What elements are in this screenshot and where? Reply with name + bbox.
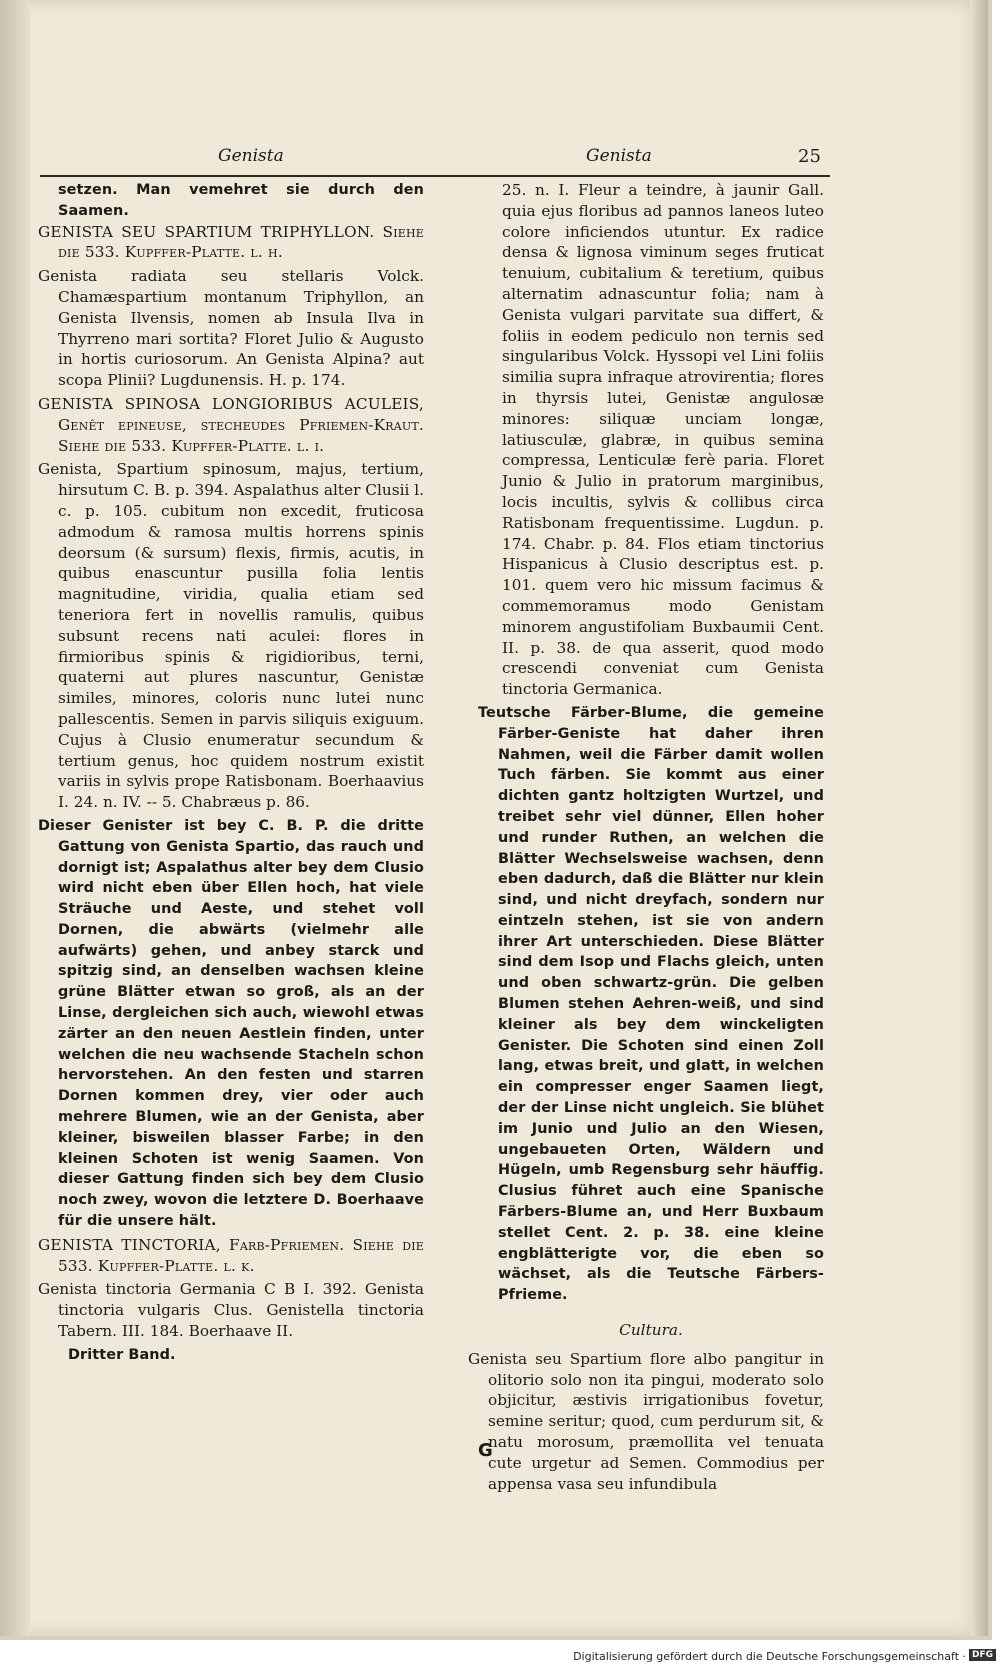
paragraph-latin-spinosa: Genista, Spartium spinosum, majus, tertium, hirsutum C. B. p. 394. Aspalathus alter Clusii l. c. p. 105. cubitum non excedit, fruticosa admodum & ramosa multis horrens spinis deorsum (& sursum) flexis, firmis, acutis, in quibus enascuntur pusilla folia lentis magnitudine, viridia, qualia etiam sed teneriora fert in novellis ramulis, quibus subsunt recens nati aculei: flores in firmioribus spinis & rigidioribus, terni, quaterni aut plures nascuntur, Genistæ similes, minores, coloris nunc lutei nunc pallescentis. Semen in parvis siliquis exiguum. Cujus à Clusio enumeratur secundum & tertium genus, hoc quidem nostrum existit variis in sylvis prope Ratisbonam. Boerhaavius I. 24. n. IV. -- 5. Chabræus p. 86. (38, 460, 424, 812)
footer-bar (0, 1646, 1000, 1668)
paragraph-cultura: Genista seu Spartium flore albo pangitur in olitorio solo non ita pingui, moderato solo objicitur, æstivis irrigationibus fovetur, semine seritur; quod, cum perdurum sit, & natu morosum, præmollita vel tenuata cute urgetur ad Semen. Commodius per appensa vasa seu infundibula (468, 1349, 824, 1493)
entry-heading-spinosa: GENISTA SPINOSA LONGIORIBUS ACULEIS, Genêt epineuse, stecheudes Pfriemen-Kraut. Siehe die 533. Kupffer-Platte. l. i. (38, 394, 424, 455)
volume-catchword: Dritter Band. (68, 1346, 176, 1363)
paragraph-german-tinctoria: Teutsche Färber-Blume, die gemeine Färber-Geniste hat daher ihren Nahmen, weil die Färber damit wollen Tuch färben. Sie kommt aus einer dichten gantz holtzigten Wurtzel, und treibet sehr viel dünner, Ellen hoher und runder Ruthen, an welchen die Blätter Wechselsweise wachsen, denn eben dadurch, daß die Blätter nur klein sind, und nicht dreyfach, sondern nur eintzeln stehen, ist sie von andern ihrer Art unterschieden. Diese Blätter sind dem Isop und Flachs gleich, unten und oben schwartz-grün. Die gelben Blumen stehen Aehren-weiß, und sind kleiner als bey dem winckeligten Genister. Die Schoten sind einen Zoll lang, etwas breit, und glatt, in welchen ein compresser enger Saamen liegt, der der Linse nicht ungleich. Sie blühet im Junio und Julio an den Wiesen, ungebaueten Orten, Wäldern und Hügeln, umb Regensburg sehr häuffig. Clusius führet auch eine Spanische Färbers-Blume an, und Herr Buxbaum stellet Cent. 2. p. 38. eine kleine engblätterigte vor, die eben so wächset, als die Teutsche Färbers-Pfrieme. (478, 704, 824, 1304)
running-head-right: Genista (586, 146, 652, 166)
paragraph-german-spinosa: Dieser Genister ist bey C. B. P. die dritte Gattung von Genista Spartio, das rauch und dornigt ist; Aspalathus alter bey dem Clusio wird nicht eben über Ellen hoch, hat viele Sträuche und Aeste, und stehet voll Dornen, die abwärts (vielmehr alle aufwärts) gehen, und anbey starck und spitzig sind, an denselben wachsen kleine grüne Blätter etwan so groß, als an der Linse, dergleichen sich auch, wiewohl etwas zärter an den neuen Aestlein finden, unter welchen die neu wachsende Stacheln schon hervorstehen. An den festen und starren Dornen kommen drey, vier oder auch mehrere Blumen, wie an der Genista, aber kleiner, bisweilen blasser Farbe; in den kleinen Schoten ist wenig Saamen. Von dieser Gattung finden sich bey dem Clusio noch zwey, wovon die letztere D. Boerhaave für die unsere hält. (38, 817, 424, 1230)
page-edge (970, 0, 988, 1636)
page-number: 25 (798, 146, 821, 167)
entry-heading-tinctoria: GENISTA TINCTORIA, Farb-Pfriemen. Siehe die 533. Kupffer-Platte. l. k. (38, 1235, 424, 1275)
paragraph-latin-triphyllon: Genista radiata seu stellaris Volck. Chamæspartium montanum Triphyllon, an Genista Ilvensis, nomen ab Insula Ilva in Thyrreno mari sortita? Floret Julio & Augusto in hortis curiosorum. An Genista Alpina? aut scopa Plinii? Lugdunensis. H. p. 174. (38, 267, 424, 390)
dfg-logo: DFG (969, 1649, 996, 1661)
footer-credit: Digitalisierung gefördert durch die Deutsche Forschungsgemeinschaft · (573, 1650, 966, 1663)
page-gutter (0, 0, 30, 1636)
paragraph-continuation: setzen. Man vemehret sie durch den Saamen. (58, 182, 424, 219)
header-rule (40, 175, 830, 177)
paragraph-latin-tinctoria: Genista tinctoria Germania C B I. 392. Genista tinctoria vulgaris Clus. Genistella tinctoria Tabern. III. 184. Boerhaave II. (38, 1280, 424, 1341)
right-column (468, 180, 824, 1497)
left-column (38, 180, 424, 1369)
running-head-left: Genista (218, 146, 284, 166)
paragraph-latin-tinctoria-cont: 25. n. I. Fleur a teindre, à jaunir Gall. quia ejus floribus ad pannos laneos luteo colore inficiendos utuntur. Ex radice densa & lignosa viminum seges fruticat tenuium, cubitalium & teretium, quibus alternatim adnascuntur folia; nam à Genista vulgari parvitate sua differt, & foliis in eodem pediculo non ternis sed singularibus Volck. Hyssopi vel Lini foliis similia supra infraque atrovirentia; flores in thyrsis lutei, Genistæ angulosæ minores: siliquæ unciam longæ, latiusculæ, glabræ, in quibus semina compressa, Lenticulæ ferè paria. Floret Junio & Julio in pratorum marginibus, locis incultis, sylvis & collibus circa Ratisbonam frequentissime. Lugdun. p. 174. Chabr. p. 84. Flos etiam tinctorius Hispanicus à Clusio descriptus est. p. 101. quem vero hic missum facimus & commemoramus modo Genistam minorem angustifoliam Buxbaumii Cent. II. p. 38. de qua asserit, quod modo crescendi conveniat cum Genista tinctoria Germanica. (502, 181, 824, 699)
signature-mark: G (478, 1440, 493, 1461)
section-heading-cultura: Cultura. (619, 1321, 683, 1340)
entry-heading-triphyllon: GENISTA SEU SPARTIUM TRIPHYLLON. Siehe die 533. Kupffer-Platte. l. h. (38, 222, 424, 262)
